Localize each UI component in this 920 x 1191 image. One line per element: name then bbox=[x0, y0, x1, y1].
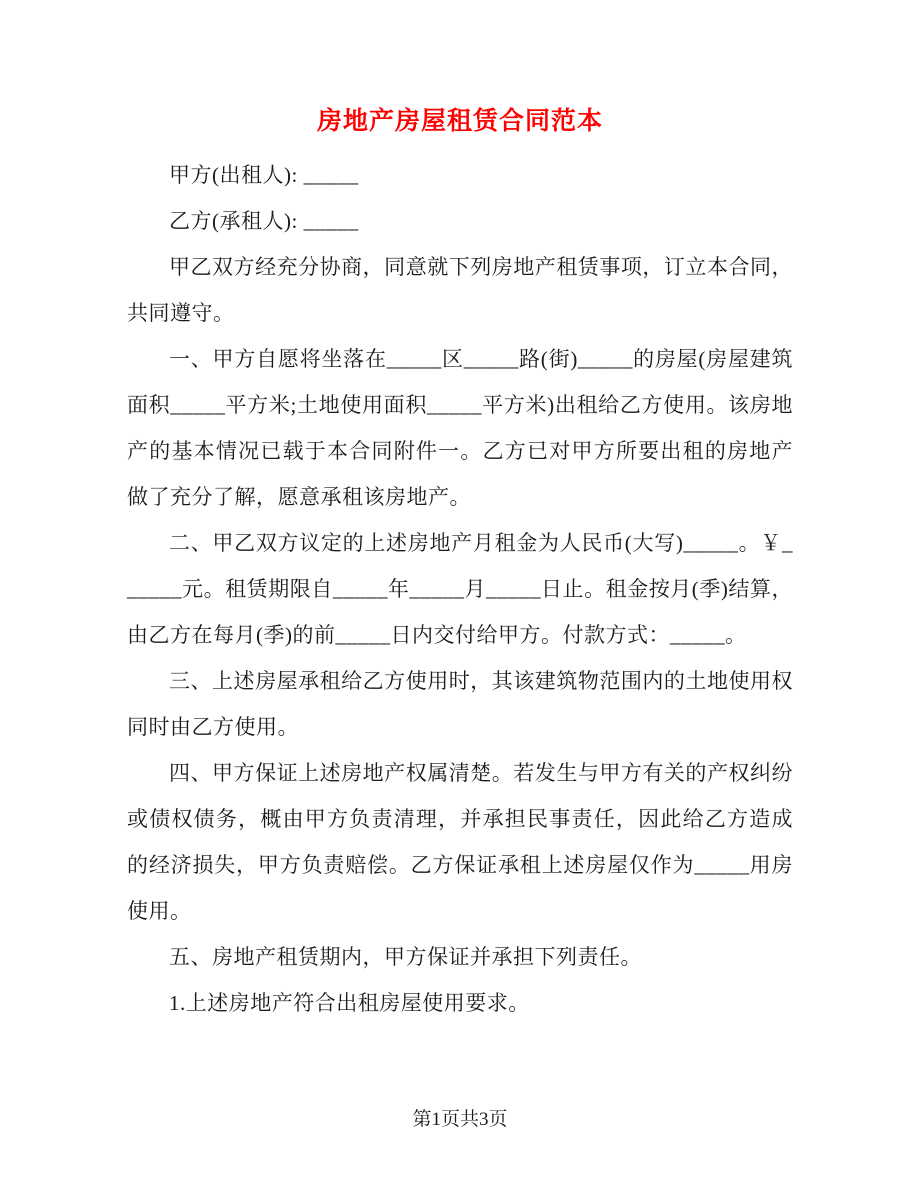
clause-4-paragraph: 四、甲方保证上述房地产权属清楚。若发生与甲方有关的产权纠纷或债权债务，概由甲方负责清理，并承担民事责任，因此给乙方造成的经济损失，甲方负责赔偿。乙方保证承租上述房屋仅作为_____用房使用。 bbox=[127, 761, 793, 923]
clause-5-paragraph: 五、房地产租赁期内，甲方保证并承担下列责任。 bbox=[169, 945, 642, 969]
party-b-line: 乙方(承租人): _____ bbox=[169, 209, 359, 233]
clause-5-item-1: 1.上述房地产符合出租房屋使用要求。 bbox=[169, 991, 530, 1015]
preamble-paragraph: 甲乙双方经充分协商，同意就下列房地产租赁事项，订立本合同，共同遵守。 bbox=[127, 255, 793, 325]
clause-2-paragraph: 二、甲乙双方议定的上述房地产月租金为人民币(大写)_____。￥______元。租赁期限自_____年_____月_____日止。租金按月(季)结算，由乙方在每月(季)的前_____日内交付给甲方。付款方式：_____。 bbox=[127, 531, 793, 647]
party-a-line: 甲方(出租人): _____ bbox=[169, 163, 359, 187]
document-title: 房地产房屋租赁合同范本 bbox=[316, 108, 603, 135]
clause-1-paragraph: 一、甲方自愿将坐落在_____区_____路(街)_____的房屋(房屋建筑面积_____平方米;土地使用面积_____平方米)出租给乙方使用。该房地产的基本情况已载于本合同附件一。乙方已对甲方所要出租的房地产做了充分了解，愿意承租该房地产。 bbox=[127, 347, 793, 509]
document-content bbox=[127, 104, 793, 1026]
page-number-label: 第1页共3页 bbox=[412, 1109, 508, 1130]
page-footer bbox=[0, 1106, 920, 1134]
clause-3-paragraph: 三、上述房屋承租给乙方使用时，其该建筑物范围内的土地使用权同时由乙方使用。 bbox=[127, 669, 793, 739]
